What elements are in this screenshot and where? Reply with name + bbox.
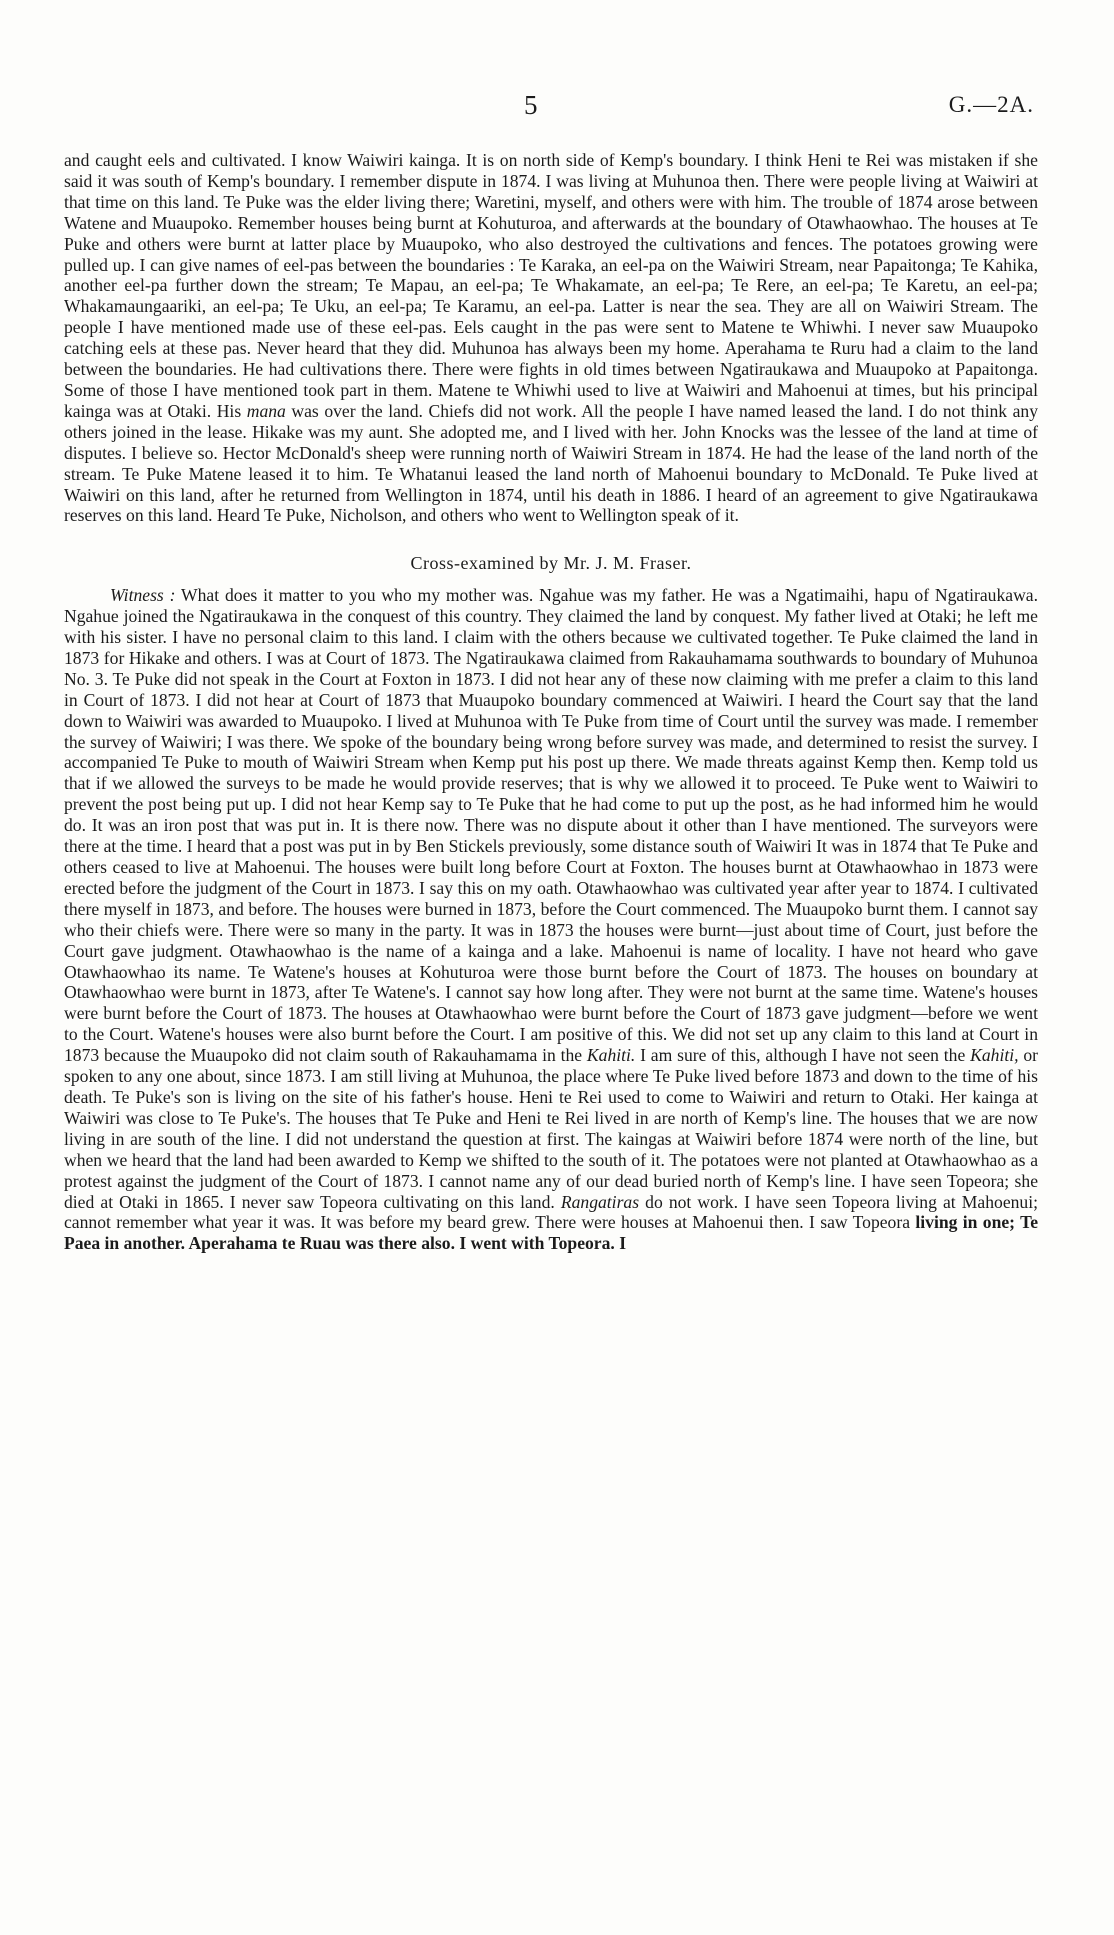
cross-text-4: do not work. I have seen Topeora living at Mahoenui; cannot remember what year it was. It was before my beard grew. There were houses at Mahoenui then. I saw Topeora <box>64 1191 1038 1233</box>
testimony-text-b-pre: His <box>216 400 247 421</box>
rangatiras-term: Rangatiras <box>560 1191 640 1212</box>
testimony-text-b-post: was over the land. Chiefs did not work. All the people I have named leased the land. I do not think any others joined in the lease. Hikake was my aunt. She adopted me, and I lived with her. John Knocks was the lessee of the land at time of disputes. I believe so. Hector McDonald's sheep were running north of Waiwiri Stream in 1874. He had the lease of the land north of the stream. Te Puke Matene leased it to him. Te Whatanui leased the land north of Mahoenui boundary to McDonald. Te Puke lived at Waiwiri on this land, after he returned from Wellington in 1874, until his death in 1886. I heard of an agreement to give Ngatiraukawa reserves on this land. Heard Te Puke, Nicholson, and others who went to Wellington speak of it. <box>64 400 1039 526</box>
body-text <box>64 150 1038 1254</box>
cross-text-last-line: living in one; Te Paea in another. Aperahama te Ruau was there also. I went with Topeora. I <box>64 1212 1038 1254</box>
page-header <box>0 82 1114 122</box>
document-reference: G.—2A. <box>948 92 1034 117</box>
testimony-text-a: and caught eels and cultivated. I know Waiwiri kainga. It is on north side of Kemp's boundary. I think Heni te Rei was mistaken if she said it was south of Kemp's boundary. I remember dispute in 1874. I was living at Muhunoa then. There were people living at Waiwiri at that time on this land. Te Puke was the elder living there; Waretini, myself, and others were with him. The trouble of 1874 arose between Watene and Muaupoko. Remember houses being burnt at Kohuturoa, and afterwards at the boundary of Otawhaowhao. The houses at Te Puke and others were burnt at latter place by Muaupoko, who also destroyed the cultivations and fences. The potatoes growing were pulled up. I can give names of eel-pas between the boundaries : Te Karaka, an eel-pa on the Waiwiri Stream, near Papaitonga; Te Kahika, another eel-pa further down the stream; Te Mapau, an eel-pa; Te Whakamate, an eel-pa; Te Rere, an eel-pa; Te Karetu, an eel-pa; Whakamaungaariki, an eel-pa; Te Uku, an eel-pa; Te Karamu, an eel-pa. Latter is near the sea. They are all on Waiwiri Stream. The people I have mentioned made use of these eel-pas. Eels caught in the pas were sent to Matene te Whiwhi. I never saw Muaupoko catching eels at these pas. Never heard that they did. Muhunoa has always been my home. Aperahama te Ruru had a claim to the land between the boundaries. He had cultivations there. There were fights in old times between Ngatiraukawa and Muaupoko at Papaitonga. Some of those I have mentioned took part in them. Matene te Whiwhi used to live at Waiwiri and Mahoenui at times, but his principal kainga was at Otaki. <box>64 150 1038 421</box>
witness-label: Witness : <box>110 585 176 606</box>
cross-examination-paragraph <box>64 585 1038 1254</box>
cross-text-2: I am sure of this, although I have not seen the <box>635 1045 971 1066</box>
testimony-paragraph <box>64 150 1038 526</box>
cross-text-3: or spoken to any one about, since 1873. I am still living at Muhunoa, the place where Te Puke lived before 1873 and down to the time of his death. Te Puke's son is living on the site of his father's house. Heni te Rei used to come to Waiwiri and return to Otaki. Her kainga at Waiwiri was close to Te Puke's. The houses that Te Puke and Heni te Rei lived in are north of Kemp's line. The houses that we are now living in are south of the line. I did not understand the question at first. The kaingas at Waiwiri before 1874 were north of the line, but when we heard that the land had been awarded to Kemp we shifted to the south of it. The potatoes were not planted at Otawhaowhao as a protest against the judgment of the Court of 1873. I cannot name any of our dead buried north of Kemp's line. I have seen Topeora; she died at Otaki in 1865. I never saw Topeora cultivating on this land. <box>64 1045 1038 1212</box>
cross-text-1: What does it matter to you who my mother was. Ngahue was my father. He was a Ngatimaihi, hapu of Ngatiraukawa. Ngahue joined the Ngatiraukawa in the conquest of this country. They claimed the land by conquest. My father lived at Otaki; he left me with his sister. I have no personal claim to this land. I claim with the others because we cultivated together. Te Puke claimed the land in 1873 for Hikake and others. I was at Court of 1873. The Ngatiraukawa claimed from Rakauhamama southwards to boundary of Muhunoa No. 3. Te Puke did not speak in the Court at Foxton in 1873. I did not hear any of these now claiming with me prefer a claim to this land in Court of 1873. I did not hear at Court of 1873 that Muaupoko boundary commenced at Waiwiri. I heard the Court say that the land down to Waiwiri was awarded to Muaupoko. I lived at Muhunoa with Te Puke from time of Court until the survey was made. I remember the survey of Waiwiri; I was there. We spoke of the boundary being wrong before survey was made, and determined to resist the survey. I accompanied Te Puke to mouth of Waiwiri Stream when Kemp put his post up there. We made threats against Kemp then. Kemp told us that if we allowed the surveys to be made he would provide reserves; that is why we allowed it to proceed. Te Puke went to Waiwiri to prevent the post being put up. I did not hear Kemp say to Te Puke that he had come to put up the post, as he had informed him he would do. It was an iron post that was put in. It is there now. There was no dispute about it other than I have mentioned. The surveyors were there at the time. I heard that a post was put in by Ben Stickels previously, some distance south of Waiwiri It was in 1874 that Te Puke and others ceased to live at Mahoenui. The houses were built long before Court at Foxton. The houses burnt at Otawhaowhao in 1873 were erected before the judgment of the Court in 1873. I say this on my oath. Otawhaowhao was cultivated year after year to 1874. I cultivated there myself in 1873, and before. The houses were burned in 1873, before the Court commenced. The Muaupoko burnt them. I cannot say who their chiefs were. There were so many in the party. It was in 1873 the houses were burnt—just about time of Court, just before the Court gave judgment. Otawhaowhao is the name of a kainga and a lake. Mahoenui is name of locality. I have not heard who gave Otawhaowhao its name. Te Watene's houses at Kohuturoa were those burnt before the Court of 1873. The houses on boundary at Otawhaowhao were burnt in 1873, after Te Watene's. I cannot say how long after. They were not burnt at the same time. Watene's houses were burnt before the Court of 1873. The houses at Otawhaowhao were burnt before the Court of 1873 gave judgment—before we went to the Court. Watene's houses were also burnt before the Court. I am positive of this. We did not set up any claim to this land at Court in 1873 because the Muaupoko did not claim south of Rakauhamama in the <box>64 585 1038 1066</box>
kahiti-term-1: Kahiti. <box>586 1045 636 1066</box>
section-heading: Cross-examined by Mr. J. M. Fraser. <box>410 553 692 574</box>
kahiti-term-2: Kahiti, <box>970 1045 1019 1066</box>
page-number: 5 <box>524 90 538 120</box>
mana-term: mana <box>246 400 286 421</box>
